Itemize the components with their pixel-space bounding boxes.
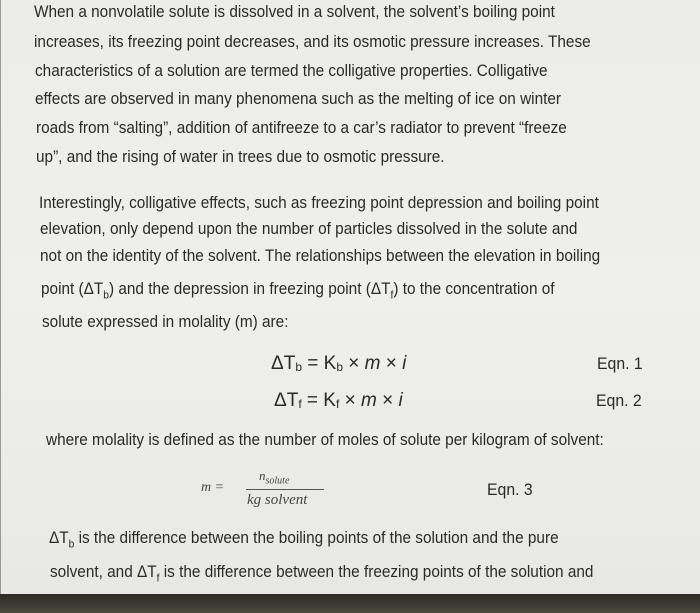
paragraph1-line: increases, its freezing point decreases, and its osmotic pressure increases. These (34, 33, 591, 51)
paragraph1-line: characteristics of a solution are termed the colligative properties. Colligative (35, 62, 548, 80)
paragraph2-line: elevation, only depend upon the number of particles dissolved in the solute and (40, 220, 578, 238)
delta-tb: ΔT (83, 280, 104, 298)
equation-2-label: Eqn. 2 (596, 391, 642, 410)
equation-1: $\Delta T_b = K_b \times m \times i$ (271, 353, 407, 374)
paragraph2-line: solute expressed in molality (m) are: (42, 313, 289, 331)
equation-2: $\Delta T_f = K_f \times m \times i$ (274, 390, 403, 411)
paragraph3-line: $\Delta T_b$ is the difference between the boiling points of the solution and the pure (49, 529, 559, 551)
paragraph1-line: effects are observed in many phenomena such as the melting of ice on winter (35, 90, 562, 108)
molality-definition-text: where molality is defined as the number of moles of solute per kilogram of solvent: (46, 431, 604, 449)
paragraph2-line: point $(\Delta T_b)$ and the depression in freezing point $(\Delta T_f)$ to the concentration of (41, 280, 555, 302)
equation-3-label: Eqn. 3 (487, 480, 533, 499)
paragraph3-line: solvent, and $\Delta T_f$ is the difference between the freezing points of the solution and (50, 563, 594, 585)
paragraph1-line: roads from “salting”, addition of antifreeze to a car’s radiator to prevent “freeze (36, 119, 567, 137)
paragraph1-line: up”, and the rising of water in trees due to osmotic pressure. (36, 148, 445, 166)
paragraph1-line: When a nonvolatile solute is dissolved in a solvent, the solvent’s boiling point (34, 3, 555, 21)
screen-bezel (0, 594, 700, 613)
paragraph2-line: not on the identity of the solvent. The relationships between the elevation in boiling (40, 247, 601, 265)
fraction-bar (246, 489, 324, 490)
paragraph2-line: Interestingly, colligative effects, such as freezing point depression and boiling point (39, 194, 599, 212)
equation-1-label: Eqn. 1 (597, 354, 643, 373)
document-page: When a nonvolatile solute is dissolved in a solvent, the solvent’s boiling point increases, its freezing point decreases, and its osmotic pressure increases. These characteristics of a solution are termed the colligative properties. Colligative effects are observed in many phenomena such as the melting of ice on winter roads from “salting”, addition of antifreeze to a car’s radiator to prevent “freeze up”, and the rising of water in trees due to osmotic pressure. Interestingly, colligative effects, such as freezing point depression and boiling point elevation, only depend upon the number of particles dissolved in the solute and not on the identity of the solvent. The relationships between the elevation in boiling point $(\Delta T_b)$ and the depression in freezing point $(\Delta T_f)$ to the concentration of solute expressed in molality (m) are: $\Delta T_b = K_b \times m \times i$ Eqn. 1 $\Delta T_f = K_f \times m \times i$ Eqn. 2 where molality is defined as the number of moles of solute per kilogram of solvent: m = $n_{solute}$ kg solvent Eqn. 3 $\Delta T_b$ is the difference between the boiling points of the solution and the pure solvent, and $\Delta T_f$ is the difference between the freezing points of the solution and (0, 0, 700, 594)
delta-tf: ΔT (370, 280, 391, 298)
